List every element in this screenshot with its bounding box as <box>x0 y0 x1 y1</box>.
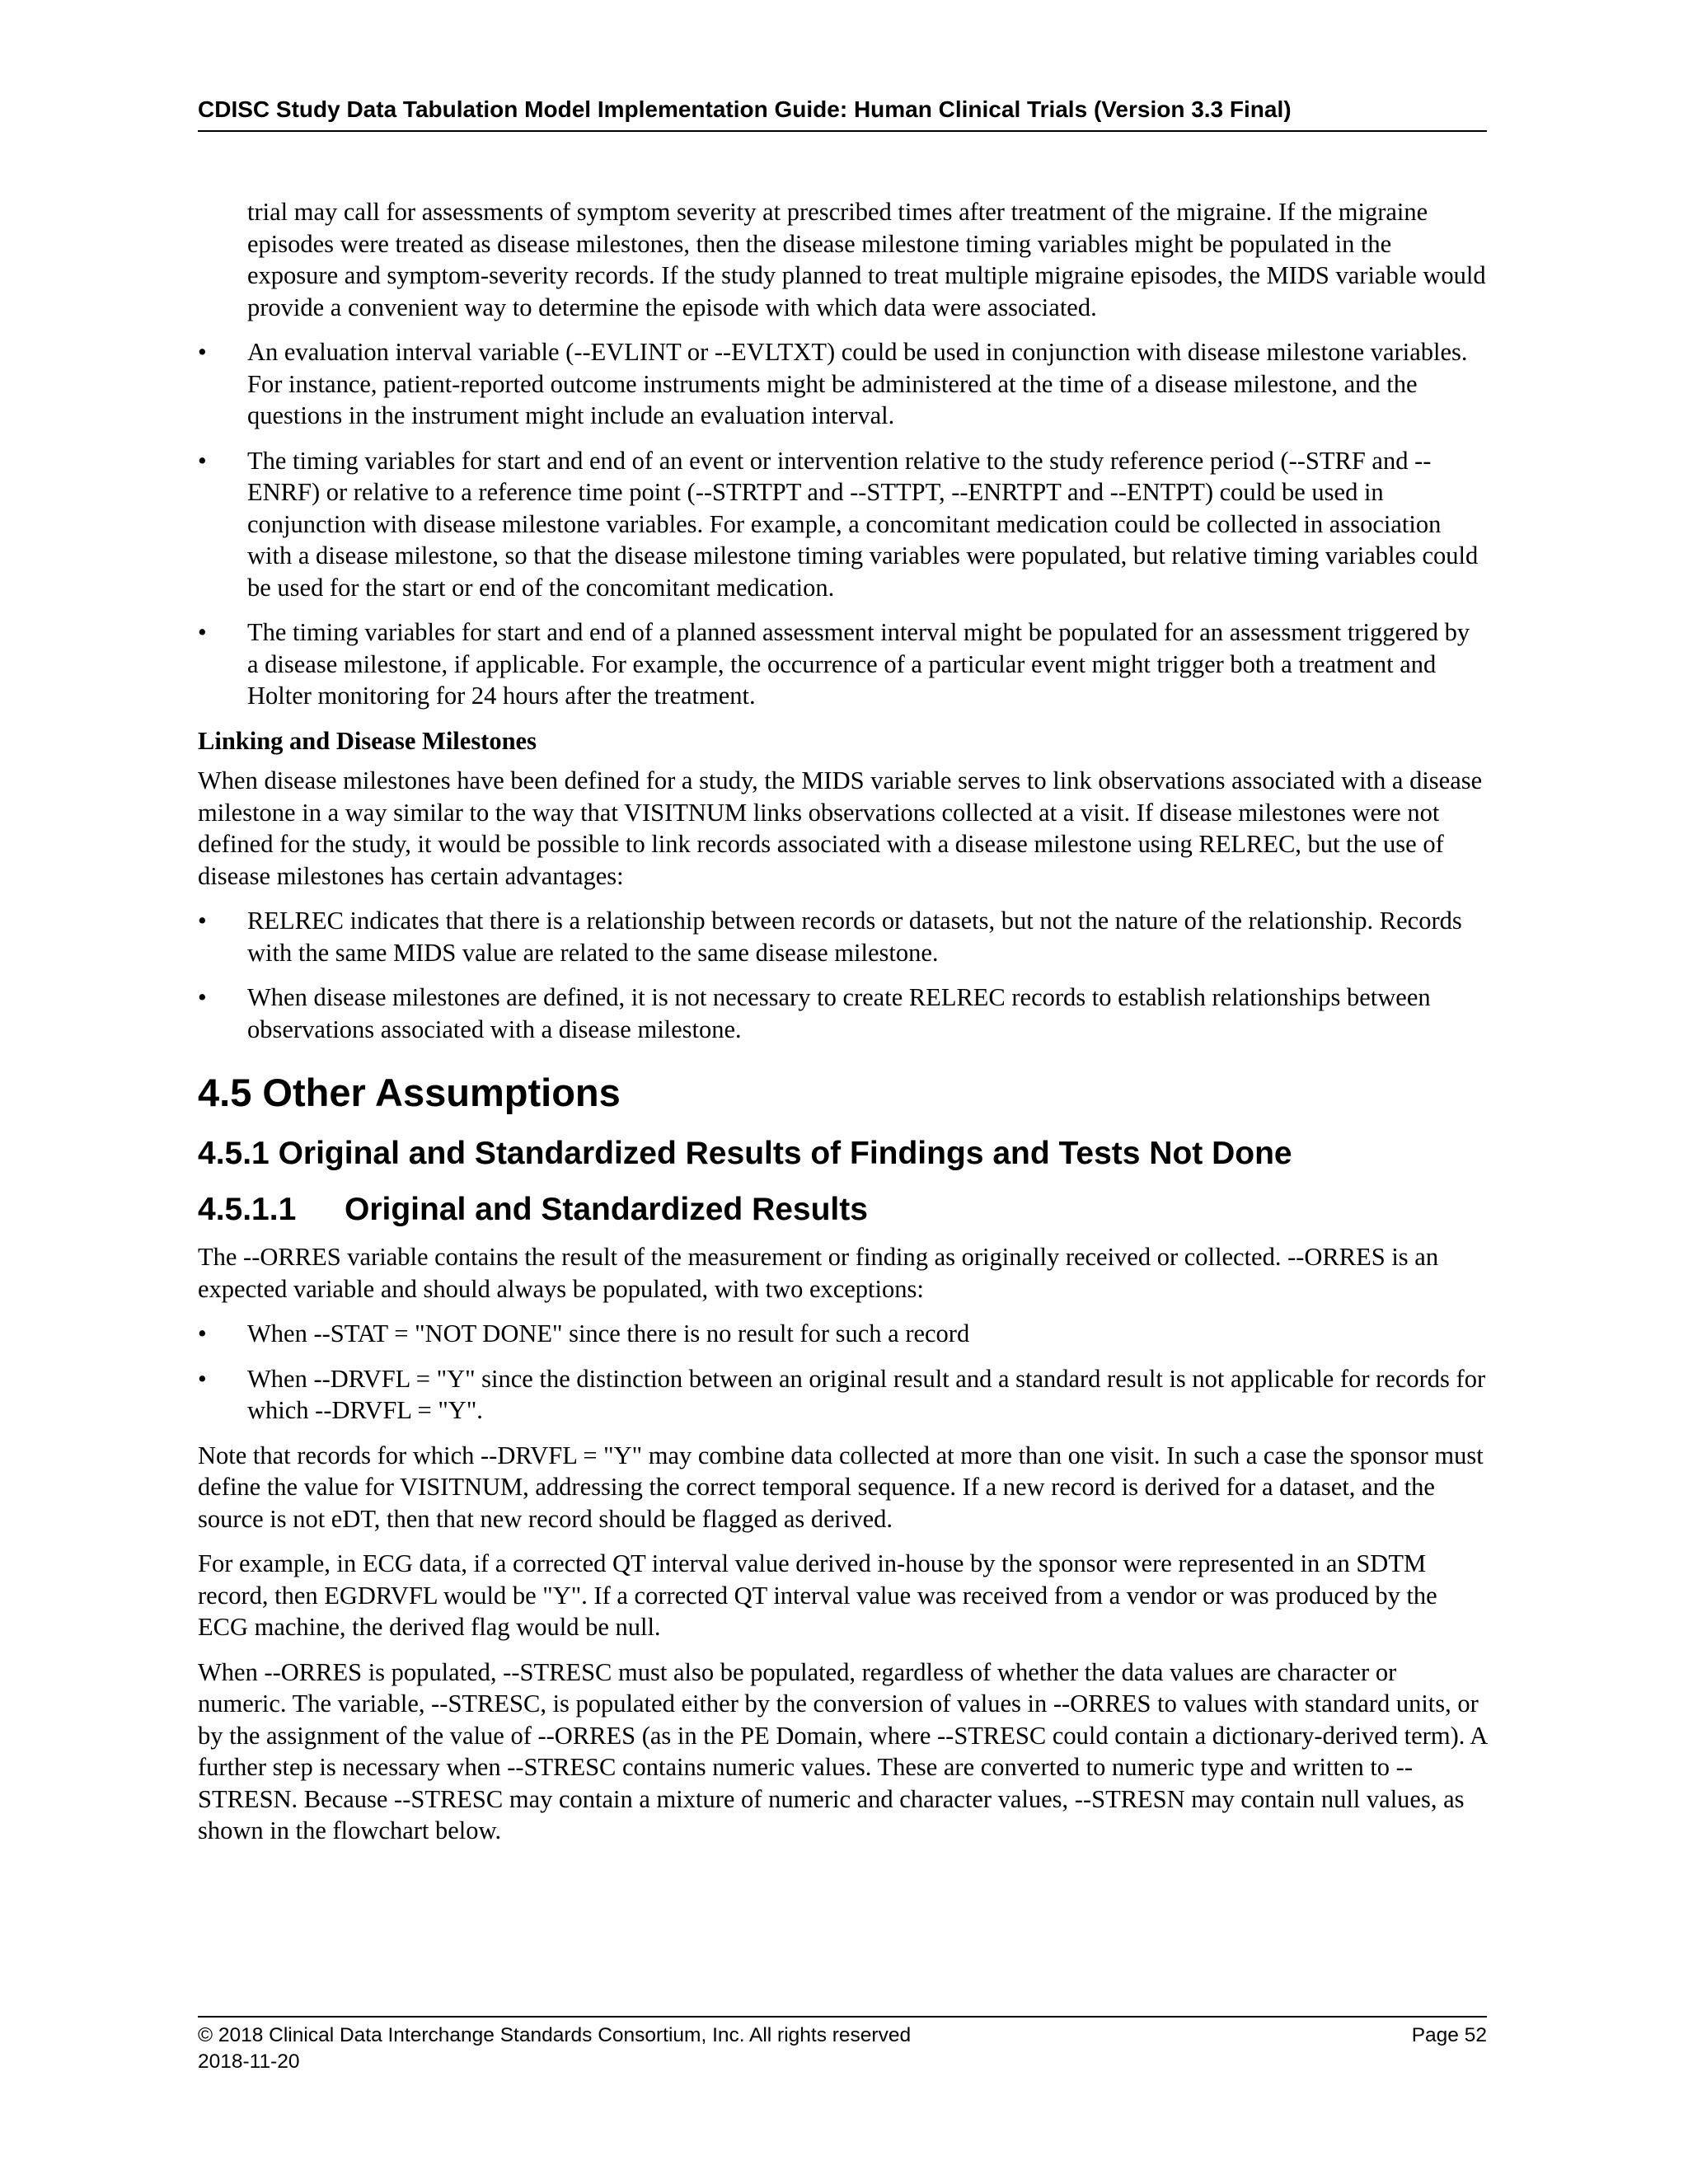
list-item-text: When disease milestones are defined, it is not necessary to create RELREC records to establish relationships between observations associated with a disease milestone. <box>247 983 1431 1043</box>
bullet-icon: • <box>198 338 207 366</box>
page-header <box>198 96 1487 132</box>
list-item-text: When --DRVFL = "Y" since the distinction between an original result and a standard result is not applicable for records for which --DRVFL = "Y". <box>247 1364 1486 1424</box>
header-title: CDISC Study Data Tabulation Model Implementation Guide: Human Clinical Trials (Version 3.3 Final) <box>198 96 1292 122</box>
list-item <box>198 445 1487 604</box>
footer-copyright: © 2018 Clinical Data Interchange Standards Consortium, Inc. All rights reserved <box>198 2024 912 2046</box>
orres-paragraph: The --ORRES variable contains the result of the measurement or finding as originally received or collected. --ORRES is an expected variable and should always be populated, with two exceptions: <box>198 1243 1439 1303</box>
bullet-icon: • <box>198 1364 207 1393</box>
bullet-icon: • <box>198 446 207 475</box>
example-paragraph: For example, in ECG data, if a corrected QT interval value derived in-house by the sponsor were represented in an SDTM record, then EGDRVFL would be "Y". If a corrected QT interval value was received from a vendor or was produced by the ECG machine, the derived flag would be null. <box>198 1549 1437 1641</box>
list-item <box>198 905 1487 968</box>
linking-paragraph: When disease milestones have been defined for a study, the MIDS variable serves to link observations associated with a disease milestone in a way similar to the way that VISITNUM links observations collected at a visit. If disease milestones were not defined for the study, it would be possible to link records associated with a disease milestone using RELREC, but the use of disease milestones has certain advantages: <box>198 766 1483 890</box>
subsubsection-number: 4.5.1.1 <box>198 1192 297 1227</box>
continued-paragraph: trial may call for assessments of symptom severity at prescribed times after treatment of the migraine. If the migraine episodes were treated as disease milestones, then the disease milestone timing variables might be populated in the exposure and symptom-severity records. If the study planned to treat multiple migraine episodes, the MIDS variable would provide a convenient way to determine the episode with which data were associated. <box>247 198 1486 321</box>
bullet-icon: • <box>198 907 207 935</box>
section-heading: 4.5 Other Assumptions <box>198 1071 621 1114</box>
subsubsection-title: Original and Standardized Results <box>345 1192 868 1227</box>
list-item-text: When --STAT = "NOT DONE" since there is no result for such a record <box>247 1319 970 1347</box>
timing-bullet-list <box>198 336 1487 712</box>
list-item <box>198 616 1487 712</box>
page-number: Page 52 <box>1411 2024 1487 2046</box>
subsubsection-heading <box>198 1190 1487 1230</box>
bullet-icon: • <box>198 618 207 646</box>
list-item-text: The timing variables for start and end of a planned assessment interval might be populated for an assessment triggered by a disease milestone, if applicable. For example, the occurrence of a particular event might trigger both a treatment and Holter monitoring for 24 hours after the treatment. <box>247 618 1470 710</box>
list-item-text: RELREC indicates that there is a relationship between records or datasets, but not the nature of the relationship. Records with the same MIDS value are related to the same disease milestone. <box>247 907 1462 967</box>
note-paragraph: Note that records for which --DRVFL = "Y" may combine data collected at more than one visit. In such a case the sponsor must define the value for VISITNUM, addressing the correct temporal sequence. If a new record is derived for a dataset, and the source is not eDT, then that new record should be flagged as derived. <box>198 1441 1484 1533</box>
subsection-heading: 4.5.1 Original and Standardized Results of Findings and Tests Not Done <box>198 1136 1292 1171</box>
list-item-text: The timing variables for start and end of an event or intervention relative to the study reference period (--STRF and --ENRF) or relative to a reference time point (--STRTPT and --STTPT, --ENRTPT and --ENTPT) could be used in conjunction with disease milestone variables. For example, a concomitant medication could be collected in association with a disease milestone, so that the disease milestone timing variables were populated, but relative timing variables could be used for the start or end of the concomitant medication. <box>247 446 1479 602</box>
page-content <box>198 196 1487 1860</box>
page-footer <box>198 2016 1487 2075</box>
list-item <box>198 336 1487 432</box>
orres-bullet-list <box>198 1318 1487 1427</box>
linking-heading: Linking and Disease Milestones <box>198 726 537 755</box>
bullet-icon: • <box>198 983 207 1011</box>
list-item <box>198 1318 1487 1350</box>
bullet-icon: • <box>198 1319 207 1347</box>
list-item-text: An evaluation interval variable (--EVLINT or --EVLTXT) could be used in conjunction with disease milestone variables. For instance, patient-reported outcome instruments might be administered at the time of a disease milestone, and the questions in the instrument might include an evaluation interval. <box>247 338 1468 429</box>
footer-row <box>198 2022 1487 2049</box>
linking-bullet-list <box>198 905 1487 1045</box>
list-item <box>198 1363 1487 1427</box>
footer-date: 2018-11-20 <box>198 2050 300 2073</box>
list-item <box>198 982 1487 1045</box>
stresc-paragraph: When --ORRES is populated, --STRESC must also be populated, regardless of whether the data values are character or numeric. The variable, --STRESC, is populated either by the conversion of values in --ORRES to values with standard units, or by the assignment of the value of --ORRES (as in the PE Domain, where --STRESC could contain a dictionary-derived term). A further step is necessary when --STRESC contains numeric values. These are converted to numeric type and written to --STRESN. Because --STRESC may contain a mixture of numeric and character values, --STRESN may contain null values, as shown in the flowchart below. <box>198 1657 1487 1844</box>
